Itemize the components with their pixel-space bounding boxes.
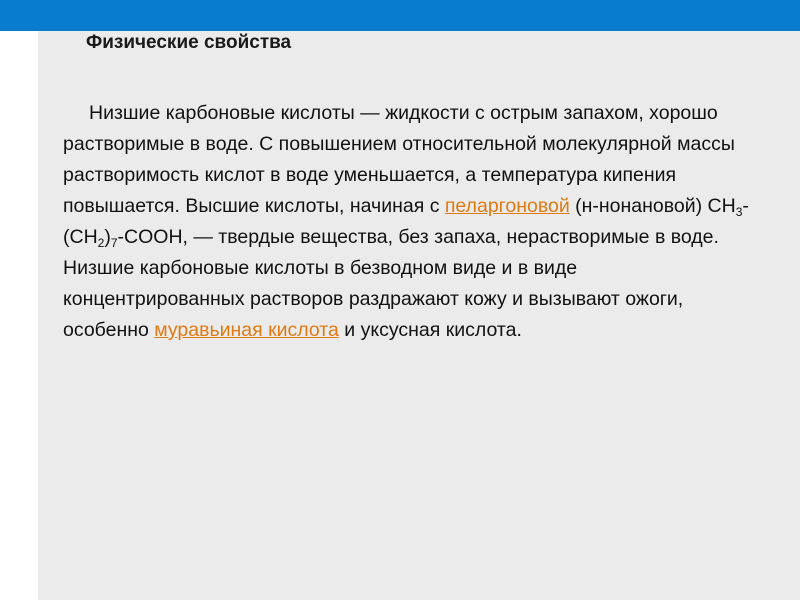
paragraph-text-6: и уксусная кислота. <box>338 319 522 341</box>
slide-heading: Физические свойства <box>86 32 292 53</box>
paragraph-text-5: -COOH, — твердые вещества, без запаха, нерастворимые в воде. Низшие карбоновые кислоты в безводном виде и в виде концентрированных растворов раздражают кожу и вызывают ожоги, особенно <box>63 226 719 341</box>
top-header-bar <box>0 0 800 31</box>
paragraph-text-1: Низшие карбоновые кислоты — жидкости с острым запахом, хорошо растворимые в воде. С повышением относительной молекулярной массы растворимость кислот в воде уменьшается, а температура кипения повышается. Высшие кислоты, начиная с <box>63 102 735 217</box>
link-pelargonic-acid[interactable]: пеларгоновой <box>444 195 570 217</box>
paragraph-text-4: ) <box>104 226 111 248</box>
subscript-3: 3 <box>735 205 743 219</box>
link-formic-acid[interactable]: муравьиная кислота <box>154 319 339 341</box>
subscript-2: 2 <box>97 236 105 250</box>
subscript-7: 7 <box>110 236 118 250</box>
paragraph-text-3: -(CH <box>63 195 749 248</box>
body-paragraph <box>63 98 763 346</box>
paragraph-text-2: (н-нонановой) CH <box>569 195 736 217</box>
